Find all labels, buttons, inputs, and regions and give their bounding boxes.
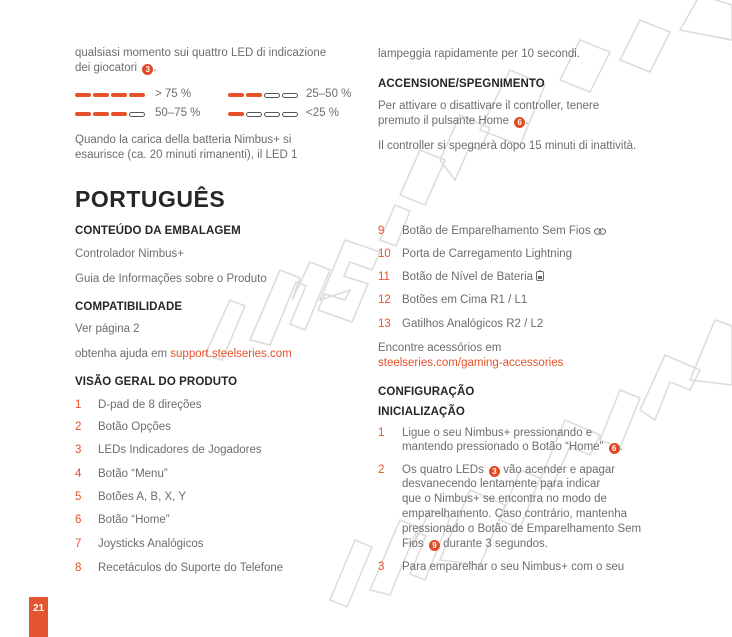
list-item-number: 2 [75,421,82,433]
low-battery-text-line-2: esaurisce (ca. 20 minuti rimanenti), il LED 1 [75,149,298,161]
page-number: 21 [32,603,45,614]
step-2-line-6 [402,537,548,552]
package-heading: CONTEÚDO DA EMBALAGEM [75,225,241,237]
list-item: Botões em Cima R1 / L1 [402,294,528,306]
step-3-line-1: Para emparelhar o seu Nimbus+ com o seu [402,561,625,573]
power-text: premuto il pulsante Home [378,115,510,127]
step-2-line-3: que o Nimbus+ se encontra no modo de [402,493,607,505]
language-title: PORTUGUÊS [75,186,226,212]
step-text: Fios [402,538,424,550]
step-number: 1 [378,427,385,439]
step-text: mantendo pressionado o Botão “Home” [402,441,604,453]
step-2-line-1 [402,463,615,478]
led-off [246,112,262,117]
led-on [246,93,262,97]
compatibility-heading: COMPATIBILIDADE [75,301,183,313]
compatibility-text: Ver página 2 [75,323,140,335]
battery-led-indicator [228,91,298,99]
led-on [75,112,91,116]
list-item-number: 3 [75,444,82,456]
led-on [129,93,145,97]
battery-level-label: 25–50 % [306,88,352,100]
list-item: Recetáculos do Suporte do Telefone [98,562,284,574]
period: . [153,62,157,74]
led-on [93,112,109,116]
battery-level-label: > 75 % [155,88,192,100]
package-item: Controlador Nimbus+ [75,248,184,260]
step-2-line-5: pressionado o Botão de Emparelhamento Sem [402,523,642,535]
step-2-line-2: desvanecendo lentamente para indicar [402,478,601,490]
step-text: Os quatro LEDs [402,464,484,476]
list-item-number: 6 [75,514,82,526]
intro-text: dei giocatori [75,62,138,74]
step-1-line-2 [402,440,623,455]
intro-text-line-1: qualsiasi momento sui quattro LED di indicazione [75,47,327,59]
callout-badge-3: 3 [142,64,153,75]
step-1-line-1: Ligue o seu Nimbus+ pressionando e [402,427,593,439]
power-text-line-1: Per attivare o disattivare il controller, tenere [378,100,600,112]
low-battery-text-line-1: Quando la carica della batteria Nimbus+ si [75,134,292,146]
list-item [402,270,544,286]
list-item: Botões A, B, X, Y [98,491,187,503]
help-text [75,347,292,362]
list-item-label: Botão de Emparelhamento Sem Fios [402,225,591,237]
list-item: Botão “Home” [98,514,170,526]
led-off [264,93,280,98]
led-on [228,93,244,97]
list-item-number: 7 [75,538,82,550]
list-item-number: 1 [75,399,82,411]
link-icon [594,225,606,240]
setup-heading: CONFIGURAÇÃO [378,386,475,398]
led-off [129,112,145,117]
list-item: Botão Opções [98,421,171,433]
led-off [282,112,298,117]
accessories-text: Encontre acessórios em [378,342,502,354]
step-2-line-4: emparelhamento. Caso contrário, mantenha [402,508,628,520]
battery-icon [536,270,544,286]
list-item: Porta de Carregamento Lightning [402,248,573,260]
auto-off-text: Il controller si spegnerà dopo 15 minuti di inattività. [378,140,637,152]
intro-text-line-2 [75,61,156,76]
callout-badge-9: 9 [429,540,440,551]
battery-led-indicator [75,91,145,99]
led-off [264,112,280,117]
step-text: durante 3 segundos. [443,538,548,550]
list-item-number: 12 [378,294,391,306]
callout-badge-6: 6 [609,443,620,454]
led-on [75,93,91,97]
support-link[interactable]: support.steelseries.com [170,348,292,360]
list-item-number: 8 [75,562,82,574]
callout-badge-6: 6 [514,117,525,128]
led-on [228,112,244,116]
led-on [111,112,127,116]
power-text-line-2 [378,114,528,129]
accessories-link[interactable]: steelseries.com/gaming-accessories [378,357,564,369]
battery-led-indicator [75,110,145,118]
callout-badge-3: 3 [489,466,500,477]
battery-level-label: <25 % [306,107,339,119]
step-text: vão acender e apagar [503,464,616,476]
power-heading: ACCENSIONE/SPEGNIMENTO [378,78,545,90]
package-item: Guia de Informações sobre o Produto [75,273,267,285]
list-item: D-pad de 8 direções [98,399,202,411]
list-item: Botão “Menu” [98,468,168,480]
list-item: Gatilhos Analógicos R2 / L2 [402,318,544,330]
help-prefix: obtenha ajuda em [75,348,171,360]
list-item-number: 13 [378,318,391,330]
list-item-number: 4 [75,468,82,480]
led-off [282,93,298,98]
overview-heading: VISÃO GERAL DO PRODUTO [75,376,238,388]
list-item-label: Botão de Nível de Bateria [402,271,534,283]
led-on [93,93,109,97]
list-item-number: 11 [378,271,390,283]
battery-level-label: 50–75 % [155,107,201,119]
list-item-number: 5 [75,491,82,503]
list-item-number: 10 [378,248,391,260]
init-heading: INICIALIZAÇÃO [378,406,465,418]
list-item: LEDs Indicadores de Jogadores [98,444,262,456]
period: . [525,115,529,127]
led-on [111,93,127,97]
blink-text: lampeggia rapidamente per 10 secondi. [378,48,581,60]
list-item-number: 9 [378,225,385,237]
list-item [402,224,606,240]
page-number-tab [29,597,48,637]
list-item: Joysticks Analógicos [98,538,204,550]
battery-led-indicator [228,110,298,118]
step-number: 2 [378,464,385,476]
period: . [619,441,623,453]
step-number: 3 [378,561,385,573]
